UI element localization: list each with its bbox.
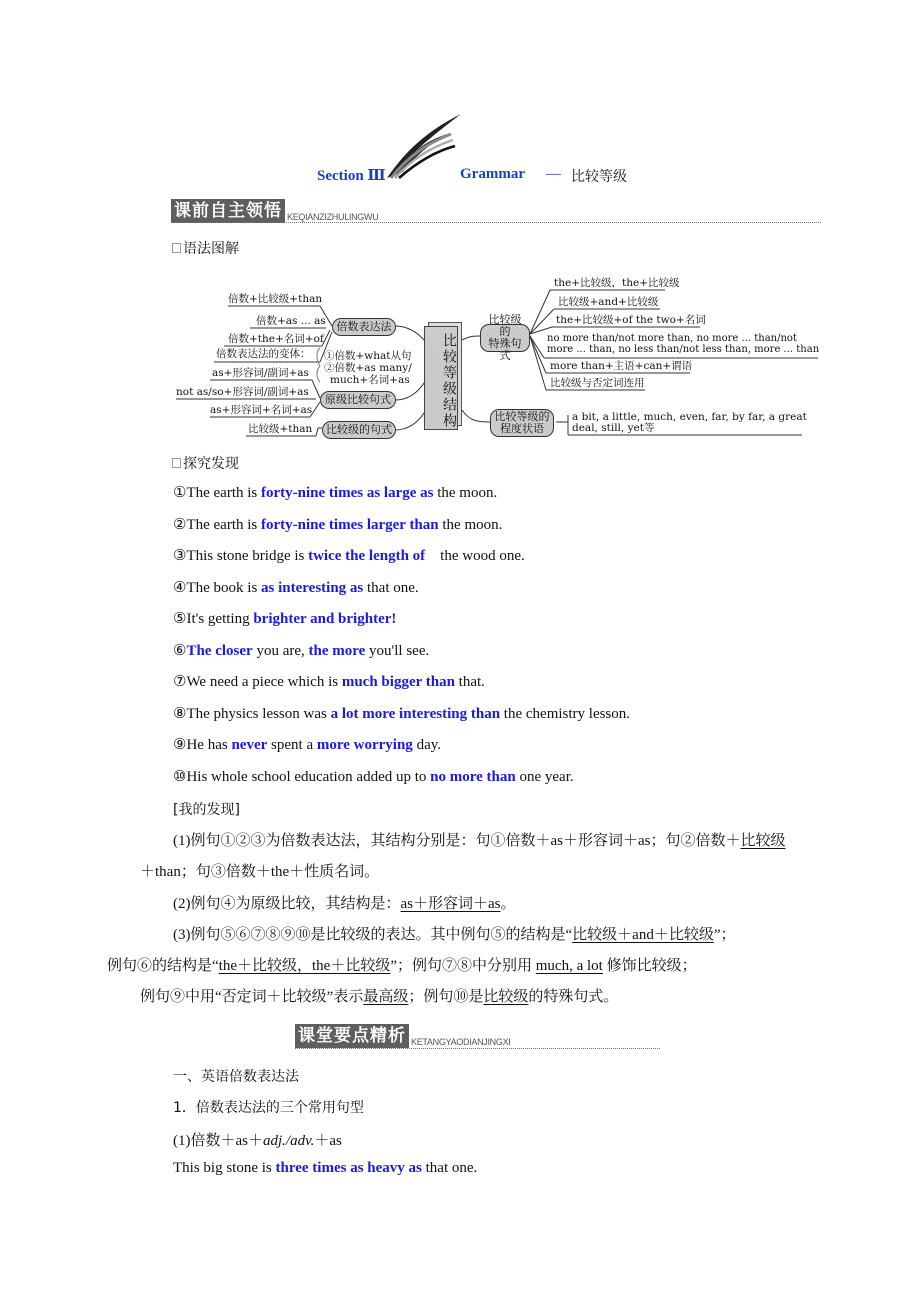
- sentence-text: The earth is: [186, 485, 262, 501]
- node-comparative-sentence: 比较级的句式: [322, 421, 396, 439]
- variant-3: much+名词+as: [330, 374, 410, 386]
- sentence-text: The book is: [186, 579, 262, 596]
- checkbox-square-icon: [172, 243, 181, 253]
- highlighted-phrase: forty-nine times larger than: [261, 516, 439, 533]
- leaf-positive-1: as+形容词/副词+as: [212, 367, 309, 379]
- grammar-label: Grammar: [460, 166, 525, 182]
- highlighted-phrase: the more: [308, 642, 366, 659]
- variant-2: ②倍数+as many/: [324, 362, 412, 374]
- node-special-sentence: 比较级的 特殊句式: [480, 324, 530, 352]
- finding-paragraph-1: (1)例句①②③为倍数表达法，其结构分别是：句①倍数＋as＋形容词＋as；句②倍数＋比较级＋than；句③倍数＋the＋性质名词。: [140, 833, 786, 880]
- title-dash: —: [546, 166, 561, 182]
- example-sentence: [173, 641, 429, 660]
- leaf-positive-3: as+形容词+名词+as: [210, 404, 313, 416]
- banner-pinyin: KEQIANZIZHULINGWU: [287, 212, 379, 222]
- sentence-text: the moon.: [438, 516, 503, 533]
- answer-blank: as＋形容词＋as: [400, 896, 501, 912]
- highlighted-phrase: a lot more interesting than: [330, 705, 501, 722]
- banner-key-points: [295, 1024, 510, 1048]
- sentence-text: the chemistry lesson.: [500, 705, 631, 722]
- leaf-multiple-the-of: 倍数+the+名词+of: [228, 333, 324, 345]
- example-number: ⑤: [173, 611, 187, 627]
- highlighted-phrase: twice the length of: [308, 548, 426, 564]
- example-number: ⑩: [173, 768, 187, 785]
- example-number: ⑧: [173, 705, 187, 722]
- leaf-special-4a: no more than/not more than, no more ... than/not: [547, 333, 797, 344]
- sentence-text: It's getting: [186, 611, 254, 627]
- example-sentence: [173, 735, 441, 754]
- leaf-special-3: the+比较级+of the two+名词: [556, 314, 706, 326]
- leaf-special-4b: more ... than, no less than/not less than, more ... than: [547, 344, 820, 355]
- leaf-special-6: 比较级与否定词连用: [550, 377, 645, 389]
- answer-blank: much, a lot: [535, 958, 603, 974]
- leaf-special-1: the+比较级，the+比较级: [554, 277, 680, 289]
- grammar-mindmap: [170, 270, 830, 445]
- sentence-text: day.: [412, 737, 441, 753]
- sentence-text: We need a piece which is: [186, 674, 342, 690]
- leaf-degree-1: a bit, a little, much, even, far, by far, a great: [572, 411, 807, 423]
- answer-blank: the＋比较级，the＋比较级: [218, 958, 391, 974]
- example-sentence: [173, 672, 485, 691]
- example-number: ⑨: [173, 737, 187, 753]
- checkbox-square-icon: [172, 458, 181, 468]
- leaf-positive-2: not as/so+形容词/副词+as: [176, 386, 309, 398]
- highlighted-phrase: more worrying: [316, 737, 413, 753]
- center-node: 比较等级结构: [424, 326, 458, 430]
- leaf-multiple-as-as: 倍数+as ... as: [256, 315, 326, 327]
- section-heading: 一、英语倍数表达法: [173, 1069, 299, 1085]
- highlighted-phrase: never: [231, 737, 268, 753]
- answer-blank: 比较级＋and＋比较级: [572, 927, 714, 943]
- sentence-text: The earth is: [186, 516, 262, 533]
- sentence-text: that.: [454, 674, 485, 690]
- explore-heading: 探究发现: [172, 453, 239, 473]
- answer-blank: 比较级: [483, 989, 529, 1005]
- example-sentence: [173, 483, 497, 502]
- sentence-text: that one.: [421, 1160, 478, 1176]
- example-number: ②: [173, 516, 187, 533]
- highlighted-phrase: much bigger than: [341, 674, 455, 690]
- divider: [295, 1048, 660, 1049]
- example-sentence: [173, 515, 502, 534]
- node-multiple-expression: 倍数表达法: [332, 318, 396, 336]
- leaf-comparative-than: 比较级+than: [248, 423, 313, 435]
- pattern-1-example: [173, 1160, 477, 1177]
- sentence-text: This stone bridge is: [186, 548, 309, 564]
- node-degree-adverbial: 比较等级的 程度状语: [490, 409, 554, 437]
- leaf-special-2: 比较级+and+比较级: [558, 296, 659, 308]
- diagram-heading: 语法图解: [172, 238, 239, 258]
- example-sentence: [173, 578, 419, 597]
- sentence-text: the moon.: [433, 485, 498, 501]
- example-sentence: [173, 704, 630, 723]
- sentence-text: spent a: [267, 737, 317, 753]
- highlighted-phrase: no more than: [430, 768, 516, 785]
- sentence-text: the wood one.: [425, 548, 525, 564]
- highlighted-phrase: The closer: [186, 642, 253, 659]
- sentence-text: one year.: [515, 768, 574, 785]
- example-number: ①: [173, 485, 187, 501]
- finding-paragraph-3: (3)例句⑤⑥⑦⑧⑨⑩是比较级的表达。其中例句⑤的结构是“比较级＋and＋比较级”； 例句⑥的结构是“the＋比较级，the＋比较级”；例句⑦⑧中分别用 much, a lot 修饰比较级； 例句⑨中用“否定词＋比较级”表示最高级；例句⑩是比较级的特殊句式。: [107, 927, 736, 1005]
- section-label: Section Ⅲ: [317, 168, 386, 184]
- banner-preview: [171, 199, 378, 223]
- answer-blank: 最高级: [363, 989, 409, 1005]
- highlighted-phrase: forty-nine times as large as: [261, 485, 434, 501]
- example-sentence: [173, 546, 525, 565]
- findings-heading: [我的发现]: [173, 802, 240, 818]
- topic-label: 比较等级: [571, 169, 627, 185]
- banner-title: 课堂要点精析: [295, 1024, 409, 1048]
- sentence-text: He has: [186, 737, 232, 753]
- finding-paragraph-2: (2)例句④为原级比较，其结构是：as＋形容词＋as。: [173, 896, 516, 912]
- leaf-degree-2: deal, still, yet等: [572, 422, 655, 434]
- sentence-text: you are,: [252, 642, 309, 659]
- answer-blank: 比较级: [740, 833, 786, 849]
- sentence-text: This big stone is: [173, 1160, 276, 1176]
- banner-pinyin: KETANGYAODIANJINGXI: [411, 1037, 511, 1047]
- subsection-heading: 1．倍数表达法的三个常用句型: [173, 1100, 364, 1116]
- example-sentence: [173, 609, 396, 628]
- page-title: [0, 166, 920, 188]
- example-number: ⑦: [173, 674, 187, 690]
- highlighted-phrase: three times as heavy as: [275, 1160, 422, 1176]
- highlighted-phrase: as interesting as: [261, 579, 364, 596]
- sentence-text: The physics lesson was: [186, 705, 331, 722]
- example-number: ⑥: [173, 642, 187, 659]
- sentence-text: you'll see.: [365, 642, 430, 659]
- divider: [171, 222, 821, 223]
- highlighted-phrase: brighter and brighter!: [253, 611, 397, 627]
- node-positive-comparison: 原级比较句式: [320, 391, 396, 409]
- sentence-text: His whole school education added up to: [186, 768, 431, 785]
- banner-title: 课前自主领悟: [171, 199, 285, 223]
- example-number: ④: [173, 579, 187, 596]
- leaf-variant-label: 倍数表达法的变体：: [216, 348, 311, 360]
- leaf-special-5: more than+主语+can+谓语: [550, 360, 693, 372]
- example-number: ③: [173, 548, 187, 564]
- sentence-text: that one.: [363, 579, 419, 596]
- pattern-1: (1)倍数＋as＋adj./adv.＋as: [173, 1133, 342, 1149]
- example-sentence: [173, 767, 574, 786]
- variant-1: ①倍数+what从句: [324, 350, 412, 362]
- leaf-multiple-than: 倍数+比较级+than: [228, 293, 323, 305]
